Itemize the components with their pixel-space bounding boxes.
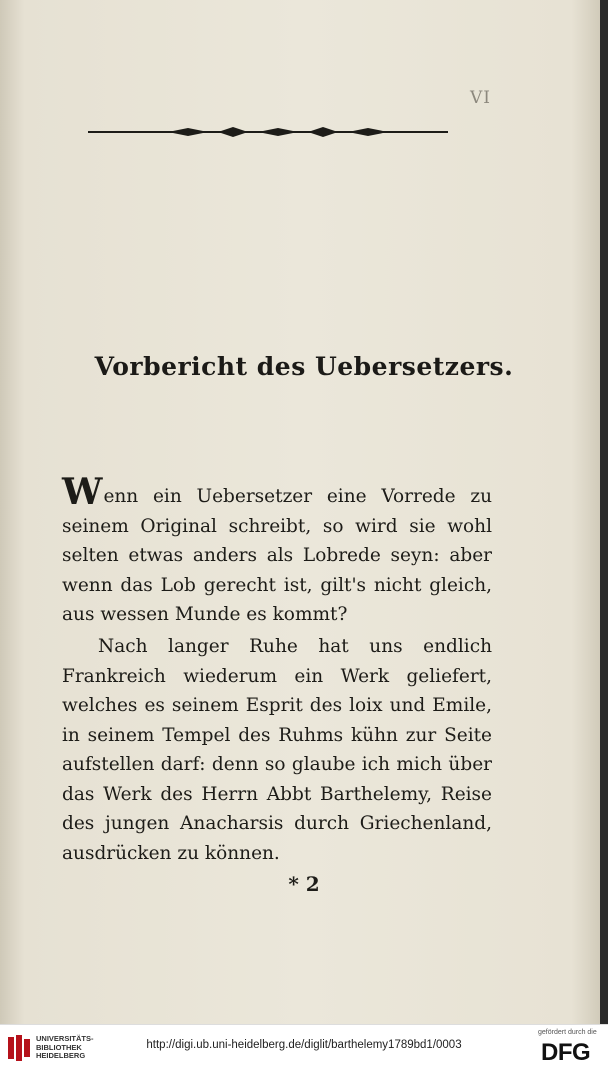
scan-edge [600,0,608,1024]
dfg-logo: DFG [541,1039,591,1066]
paragraph-1 [62,471,492,630]
footer-bar [0,1024,608,1070]
library-name: UNIVERSITÄTS- BIBLIOTHEK HEIDELBERG [36,1034,94,1060]
signature-mark: * 2 [288,872,320,896]
document-url-link[interactable]: http://digi.ub.uni-heidelberg.de/diglit/barthelemy1789bd1/0003 [146,1039,462,1051]
ornamental-rule [88,124,448,140]
drop-cap: W [62,471,103,513]
paragraph-2: Nach langer Ruhe hat uns endlich Frankreich wiederum ein Werk geliefert, welches es seinem Esprit des loix und Emile, in seinem Tempel des Ruhms kühn zur Seite aufstellen darf: denn so glaube ich mich über das Werk des Herrn Abbt Barthelemy, Reise des jungen Anacharsis durch Griechenland, ausdrücken zu können. [62,636,492,864]
funded-by-label: gefördert durch die [538,1029,597,1036]
page-title: Vorbericht des Uebersetzers. [94,352,514,381]
paragraph-1-text: enn ein Uebersetzer eine Vorrede zu seinem Original schreibt, so wird sie wohl selten etwas anders als Lobrede seyn: aber wenn das Lob gerecht ist, gilt's nicht gleich, aus wessen Munde es kommt? [62,486,492,625]
page-number: VI [470,88,491,108]
